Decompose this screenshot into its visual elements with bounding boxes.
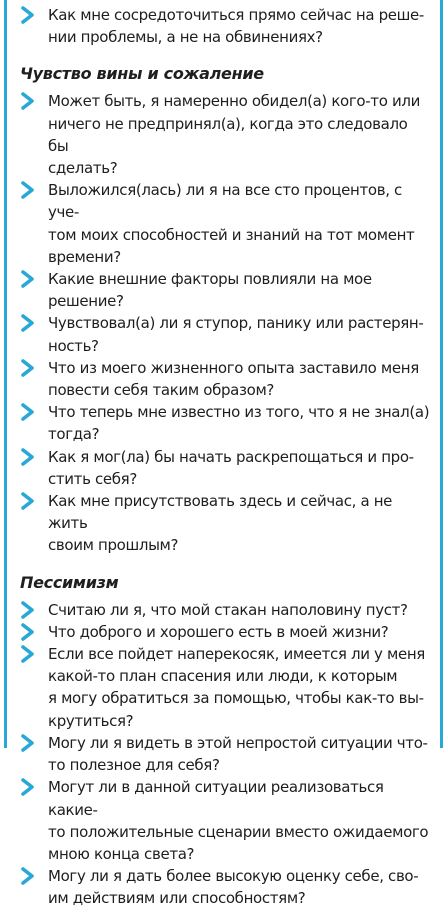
- list-item-line: Как мне присутствовать здесь и сейчас, а не жить: [48, 492, 393, 533]
- chevron-right-icon: [20, 492, 38, 512]
- list-item: [20, 401, 432, 445]
- section: [20, 572, 432, 910]
- list-item: [20, 490, 432, 557]
- list-item-line: крутиться?: [48, 711, 134, 730]
- chevron-right-icon: [20, 623, 38, 643]
- list-item-line: Что теперь мне известно из того, что я не знал(а): [48, 403, 430, 422]
- list-item-line: тогда?: [48, 425, 100, 444]
- chevron-right-icon: [20, 270, 38, 290]
- list-item-line: сделать?: [48, 159, 118, 178]
- list-item: [20, 179, 432, 268]
- left-accent-rule: [4, 0, 7, 748]
- list-item: [20, 357, 432, 401]
- list-item: [20, 776, 432, 865]
- list-item-line: Считаю ли я, что мой стакан наполовину пуст?: [48, 600, 408, 619]
- right-accent-rule: [440, 0, 443, 748]
- list-item-line: я могу обратиться за помощью, чтобы как-то вы-: [48, 689, 424, 708]
- list-item-line: Могу ли я видеть в этой непростой ситуации что-: [48, 733, 428, 752]
- list-item-line: то полезное для себя?: [48, 756, 220, 775]
- list-item-line: Как мне сосредоточиться прямо сейчас на реше-: [48, 6, 424, 24]
- list-item-line: Выложился(лась) ли я на все сто процентов, с уче-: [48, 181, 402, 222]
- list-item: [20, 865, 432, 909]
- list-item: [20, 446, 432, 490]
- list-item-line: Могу ли я дать более высокую оценку себе, сво-: [48, 867, 419, 886]
- list-item-line: Может быть, я намеренно обидел(а) кого-то или: [48, 92, 420, 111]
- chevron-right-icon: [20, 403, 38, 423]
- list-item-line: Что доброго и хорошего есть в моей жизни?: [48, 622, 389, 641]
- list-item-line: Если все пойдет наперекосяк, имеется ли у меня: [48, 645, 425, 664]
- chevron-right-icon: [20, 601, 38, 621]
- list-item-line: стить себя?: [48, 469, 137, 488]
- section-heading: Чувство вины и сожаление: [20, 64, 264, 84]
- list-item: [20, 312, 432, 356]
- list-item: [20, 4, 432, 48]
- list-item-line: Какие внешние факторы повлияли на мое решение?: [48, 270, 372, 311]
- chevron-right-icon: [20, 778, 38, 798]
- section: [20, 63, 432, 556]
- chevron-right-icon: [20, 734, 38, 754]
- list-item: [20, 90, 432, 179]
- chevron-right-icon: [20, 448, 38, 468]
- list-item-line: своим прошлым?: [48, 536, 179, 555]
- chevron-right-icon: [20, 92, 38, 112]
- question-list: [20, 4, 432, 910]
- chevron-right-icon: [20, 6, 38, 26]
- section-heading: Пессимизм: [20, 572, 119, 592]
- list-item-line: Что из моего жизненного опыта заставило меня: [48, 358, 419, 377]
- section-items: [20, 599, 432, 910]
- list-item-line: нии проблемы, а не на обвинениях?: [48, 28, 323, 47]
- list-item-line: том моих способностей и знаний на тот момент: [48, 225, 415, 244]
- list-item-line: времени?: [48, 247, 121, 266]
- chevron-right-icon: [20, 181, 38, 201]
- list-item-line: то положительные сценарии вместо ожидаемого: [48, 822, 429, 841]
- list-item-line: ничего не предпринял(а), когда это следовало бы: [48, 114, 408, 155]
- list-item: [20, 643, 432, 732]
- list-item-line: им действиям или способностям?: [48, 889, 306, 908]
- chevron-right-icon: [20, 645, 38, 665]
- list-item-line: Как я мог(ла) бы начать раскрепощаться и про-: [48, 447, 414, 466]
- list-item: [20, 732, 432, 776]
- chevron-right-icon: [20, 867, 38, 887]
- list-item-line: Могут ли в данной ситуации реализоваться какие-: [48, 778, 384, 819]
- list-item-line: ность?: [48, 336, 99, 355]
- list-item-line: какой-то план спасения или люди, к которым: [48, 667, 398, 686]
- list-item: [20, 268, 432, 312]
- list-item: [20, 599, 432, 621]
- section-items: [20, 90, 432, 556]
- list-item-line: мною конца света?: [48, 844, 195, 863]
- intro-items: [20, 4, 432, 48]
- chevron-right-icon: [20, 359, 38, 379]
- chevron-right-icon: [20, 314, 38, 334]
- list-item: [20, 621, 432, 643]
- list-item-line: повести себя таким образом?: [48, 381, 275, 400]
- list-item-line: Чувствовал(а) ли я ступор, панику или растерян-: [48, 314, 424, 333]
